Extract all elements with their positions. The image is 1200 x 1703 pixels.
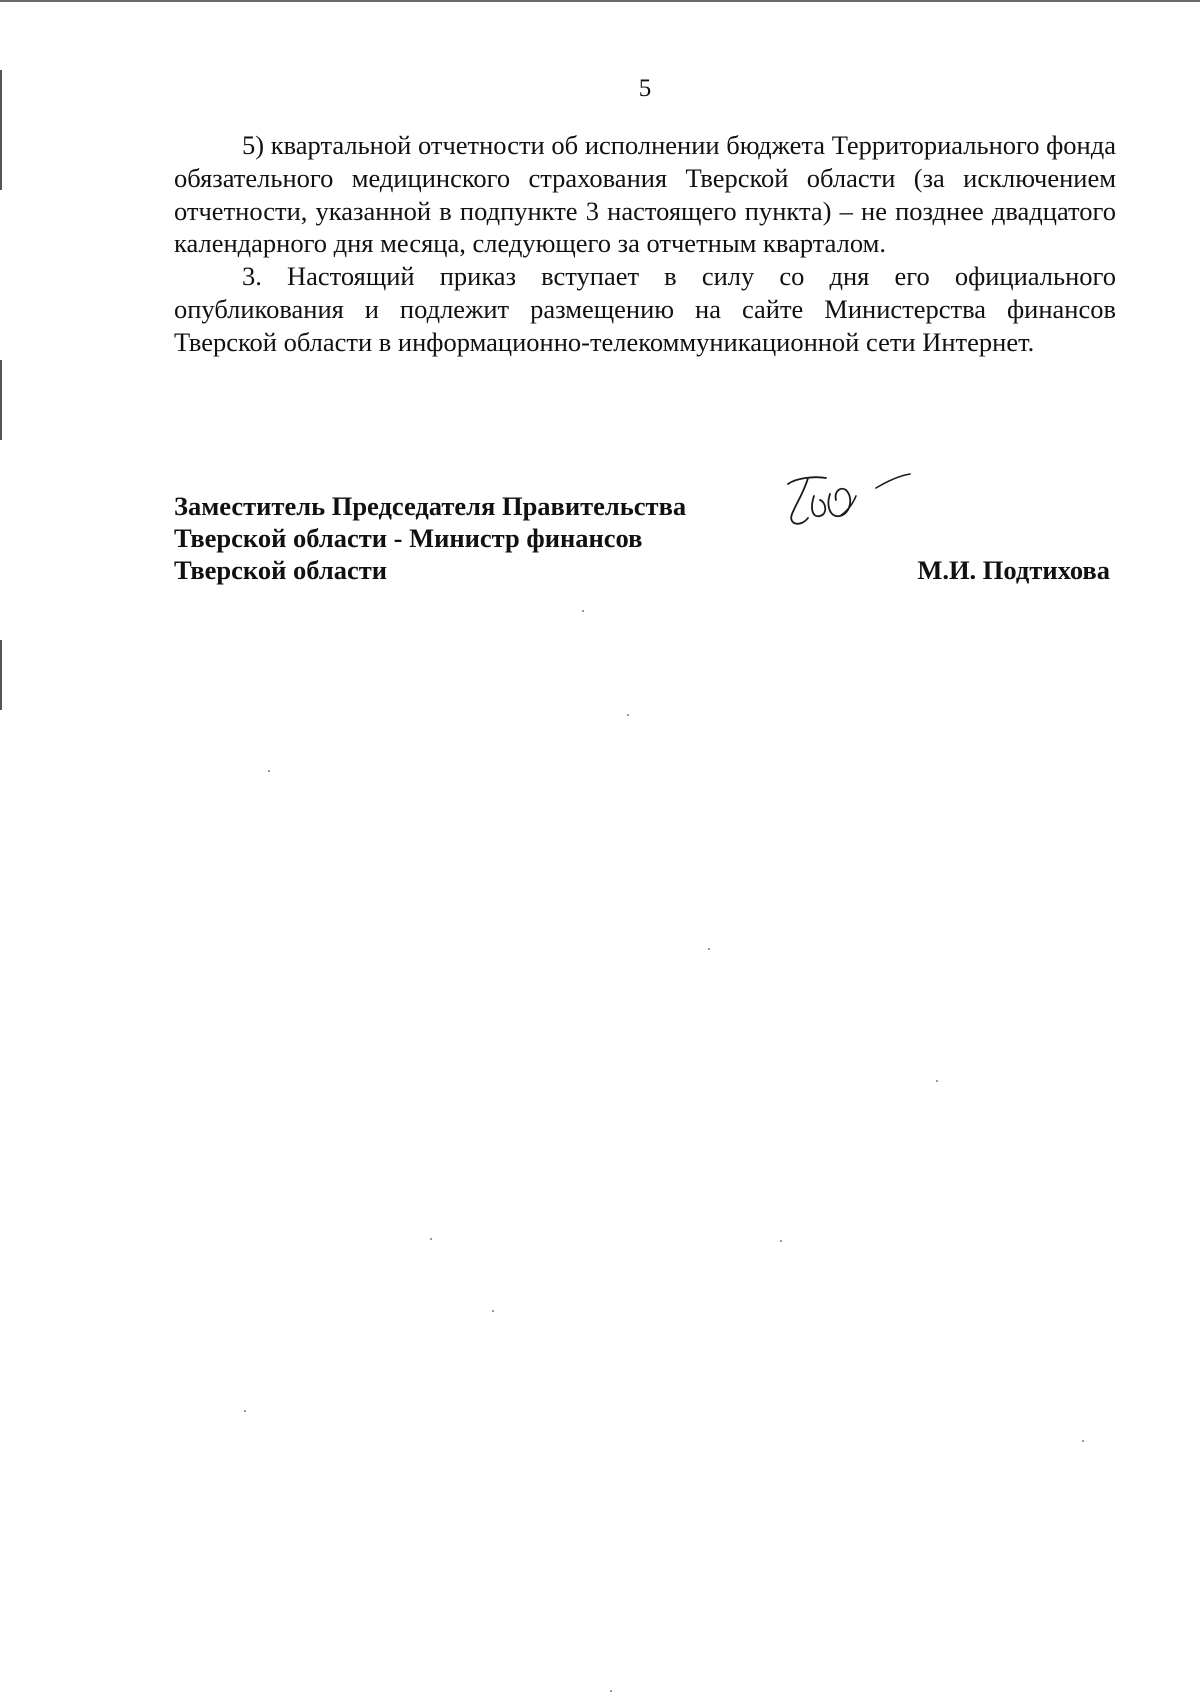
document-body	[174, 129, 1116, 359]
scan-speck	[780, 1240, 782, 1242]
scan-speck	[708, 948, 710, 950]
signer-position	[174, 490, 686, 586]
signer-name: М.И. Подтихова	[917, 555, 1110, 585]
scan-speck	[582, 610, 584, 612]
signer-position-line: Тверской области	[174, 555, 387, 585]
scan-speck	[1082, 1440, 1084, 1442]
paragraph-item-5: 5) квартальной отчетности об исполнении бюджета Территориального фонда обязательного медицинского страхования Тверской области (за исключением отчетности, указанной в подпункте 3 настоящего пункта) – не позднее двадцатого календарного дня месяца, следующего за отчетным кварталом.	[174, 130, 1116, 259]
scan-edge-left	[0, 640, 2, 710]
signer-position-line: Заместитель Председателя Правительства	[174, 491, 687, 521]
handwritten-signature-icon	[774, 466, 924, 546]
scan-speck	[430, 1238, 432, 1240]
scan-speck	[244, 1410, 246, 1412]
paragraph-item-3: 3. Настоящий приказ вступает в силу со дня его официального опубликования и подлежит размещению на сайте Министерства финансов Тверской области в информационно-телекоммуникационной сети Интернет.	[174, 261, 1116, 357]
scan-edge-left	[0, 360, 2, 440]
scan-speck	[492, 1310, 494, 1312]
scan-edge-top	[0, 0, 1200, 2]
signature-block	[174, 490, 1116, 600]
signer-position-line: Тверской области - Министр финансов	[174, 523, 643, 553]
scan-speck	[610, 1690, 612, 1692]
scan-speck	[627, 714, 629, 716]
page-number: 5	[638, 75, 652, 102]
scan-speck	[936, 1080, 938, 1082]
scan-speck	[268, 770, 270, 772]
